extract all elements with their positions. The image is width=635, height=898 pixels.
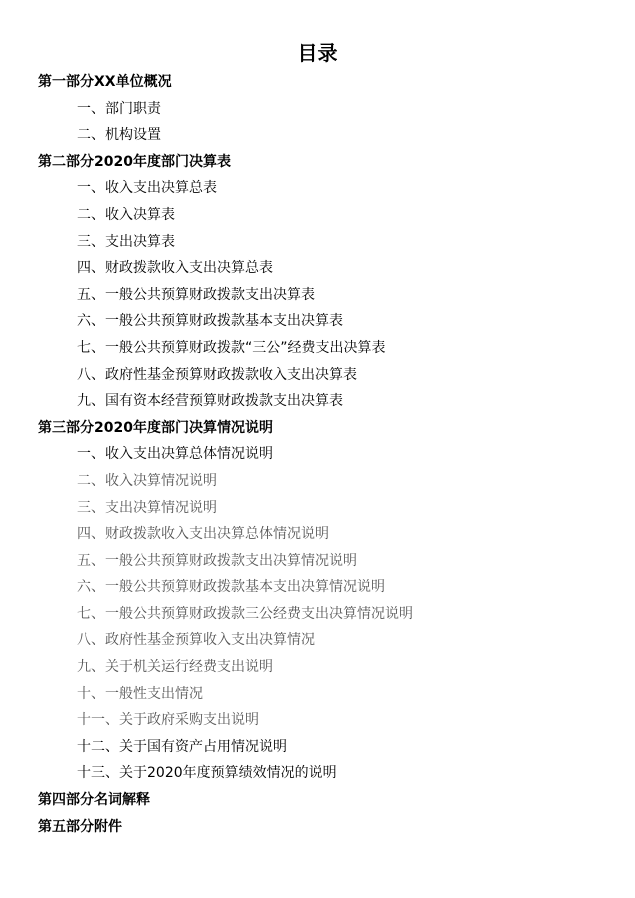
toc-item[interactable]: 一、收入支出决算总表 <box>77 180 217 197</box>
table-of-contents <box>0 69 635 840</box>
toc-item[interactable]: 二、机构设置 <box>77 127 161 144</box>
toc-item[interactable]: 八、政府性基金预算收入支出决算情况 <box>77 632 315 649</box>
toc-item[interactable]: 七、一般公共预算财政拨款三公经费支出决算情况说明 <box>77 605 413 622</box>
toc-item[interactable]: 一、部门职责 <box>77 100 161 117</box>
toc-item[interactable]: 十二、关于国有资产占用情况说明 <box>77 738 287 755</box>
toc-item[interactable]: 五、一般公共预算财政拨款支出决算表 <box>77 286 315 303</box>
toc-item[interactable]: 七、一般公共预算财政拨款“三公”经费支出决算表 <box>77 339 386 356</box>
toc-part-2-heading[interactable]: 第二部分2020年度部门决算表 <box>38 153 231 170</box>
toc-item[interactable]: 六、一般公共预算财政拨款基本支出决算表 <box>77 313 343 330</box>
toc-item[interactable]: 四、财政拨款收入支出决算总表 <box>77 260 273 277</box>
toc-item[interactable]: 四、财政拨款收入支出决算总体情况说明 <box>77 526 329 543</box>
toc-item[interactable]: 一、收入支出决算总体情况说明 <box>77 446 273 463</box>
toc-part-3-heading[interactable]: 第三部分2020年度部门决算情况说明 <box>38 419 273 436</box>
toc-item[interactable]: 十、一般性支出情况 <box>77 685 203 702</box>
toc-item[interactable]: 二、收入决算情况说明 <box>77 472 217 489</box>
toc-item[interactable]: 十一、关于政府采购支出说明 <box>77 712 259 729</box>
toc-item[interactable]: 三、支出决算表 <box>77 233 175 250</box>
toc-part-5-heading[interactable]: 第五部分附件 <box>38 818 122 835</box>
toc-item[interactable]: 五、一般公共预算财政拨款支出决算情况说明 <box>77 552 357 569</box>
toc-part-4-heading[interactable]: 第四部分名词解释 <box>38 792 150 809</box>
toc-item[interactable]: 九、国有资本经营预算财政拨款支出决算表 <box>77 393 343 410</box>
toc-item[interactable]: 十三、关于2020年度预算绩效情况的说明 <box>77 765 337 782</box>
toc-item[interactable]: 九、关于机关运行经费支出说明 <box>77 659 273 676</box>
toc-part-1-heading[interactable]: 第一部分XX单位概况 <box>38 74 172 90</box>
toc-item[interactable]: 六、一般公共预算财政拨款基本支出决算情况说明 <box>77 579 385 596</box>
page-title: 目录 <box>297 41 338 65</box>
toc-item[interactable]: 八、政府性基金预算财政拨款收入支出决算表 <box>77 366 357 383</box>
toc-item[interactable]: 三、支出决算情况说明 <box>77 499 217 516</box>
toc-item[interactable]: 二、收入决算表 <box>77 206 175 223</box>
